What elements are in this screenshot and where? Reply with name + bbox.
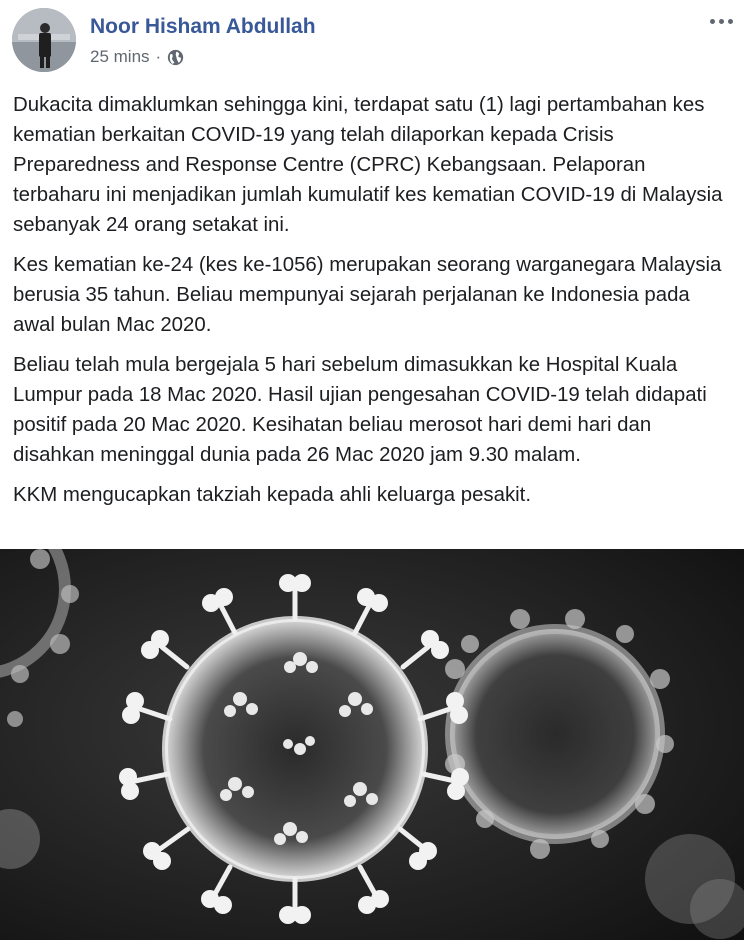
post-paragraph: Beliau telah mula bergejala 5 hari sebelum dimasukkan ke Hospital Kuala Lumpur pada 18 Mac 2020. Hasil ujian pengesahan COVID-19 telah didapati positif pada 20 Mac 2020. Kesihatan beliau merosot hari demi hari dan disahkan meninggal dunia pada 26 Mac 2020 jam 9.30 malam. (13, 354, 707, 466)
post-body (13, 90, 735, 520)
globe-icon[interactable] (167, 49, 184, 66)
post-paragraph: KKM mengucapkan takziah kepada ahli keluarga pesakit. (13, 484, 532, 506)
post-image[interactable] (0, 549, 744, 940)
post-timestamp[interactable]: 25 mins (90, 47, 150, 66)
meta-separator: · (155, 47, 162, 66)
post-header (0, 0, 744, 86)
post-paragraph: Kes kematian ke-24 (kes ke-1056) merupakan seorang warganegara Malaysia berusia 35 tahun. Beliau mempunyai sejarah perjalanan ke Indonesia pada awal bulan Mac 2020. (13, 254, 722, 336)
avatar[interactable] (12, 8, 76, 72)
author-name-link[interactable]: Noor Hisham Abdullah (90, 15, 316, 38)
more-options-icon[interactable] (704, 10, 738, 32)
coronavirus-image (0, 549, 744, 940)
post-meta (90, 47, 184, 67)
post-paragraph: Dukacita dimaklumkan sehingga kini, terdapat satu (1) lagi pertambahan kes kematian berkaitan COVID-19 yang telah dilaporkan kepada Crisis Preparedness and Response Centre (CPRC) Kebangsaan. Pelaporan terbaharu ini menjadikan jumlah kumulatif kes kematian COVID-19 di Malaysia sebanyak 24 orang setakat ini. (13, 94, 723, 236)
profile-photo (12, 8, 76, 72)
